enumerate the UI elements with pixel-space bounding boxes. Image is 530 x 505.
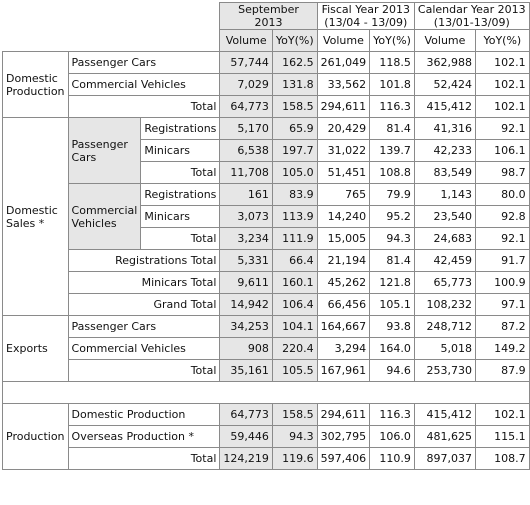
- cell: 35,161: [220, 360, 273, 382]
- cell: 149.2: [476, 338, 530, 360]
- row-label: Minicars: [141, 140, 220, 162]
- cell: 105.1: [370, 294, 415, 316]
- row-label-total: Registrations Total: [68, 250, 220, 272]
- table-row: [3, 294, 530, 316]
- cell: 108,232: [414, 294, 475, 316]
- subgroup-label-passenger: Passenger Cars: [68, 118, 141, 184]
- cell: 66.4: [272, 250, 317, 272]
- cell: 101.8: [370, 74, 415, 96]
- cell: 51,451: [317, 162, 370, 184]
- cell: 116.3: [370, 96, 415, 118]
- cell: 294,611: [317, 96, 370, 118]
- table-row: [3, 118, 530, 140]
- cell: 162.5: [272, 52, 317, 74]
- cell: 79.9: [370, 184, 415, 206]
- header-blank: [3, 3, 220, 52]
- spacer-row: [3, 382, 530, 404]
- spacer-cell: [3, 382, 530, 404]
- cell: 41,316: [414, 118, 475, 140]
- cell: 253,730: [414, 360, 475, 382]
- cell: 57,744: [220, 52, 273, 74]
- row-label: Commercial Vehicles: [68, 338, 220, 360]
- cell: 24,683: [414, 228, 475, 250]
- section-label-domestic-production: Domestic Production: [3, 52, 69, 118]
- row-label: Registrations: [141, 118, 220, 140]
- cell: 131.8: [272, 74, 317, 96]
- cell: 158.5: [272, 404, 317, 426]
- table-row: [3, 448, 530, 470]
- cell: 197.7: [272, 140, 317, 162]
- cell: 248,712: [414, 316, 475, 338]
- cell: 83,549: [414, 162, 475, 184]
- cell: 105.0: [272, 162, 317, 184]
- cell: 95.2: [370, 206, 415, 228]
- cell: 106.1: [476, 140, 530, 162]
- cell: 113.9: [272, 206, 317, 228]
- cell: 42,233: [414, 140, 475, 162]
- cell: 5,018: [414, 338, 475, 360]
- cell: 100.9: [476, 272, 530, 294]
- header-fiscal-year: Fiscal Year 2013 (13/04 - 13/09): [317, 3, 414, 30]
- cell: 897,037: [414, 448, 475, 470]
- cell: 908: [220, 338, 273, 360]
- cell: 52,424: [414, 74, 475, 96]
- row-label: Registrations: [141, 184, 220, 206]
- table-row: [3, 360, 530, 382]
- cell: 3,294: [317, 338, 370, 360]
- cell: 102.1: [476, 52, 530, 74]
- table-row: [3, 404, 530, 426]
- cell: 94.6: [370, 360, 415, 382]
- cell: 102.1: [476, 74, 530, 96]
- cell: 3,073: [220, 206, 273, 228]
- header-yoy: YoY(%): [476, 30, 530, 52]
- cell: 81.4: [370, 250, 415, 272]
- cell: 102.1: [476, 96, 530, 118]
- cell: 415,412: [414, 96, 475, 118]
- cell: 160.1: [272, 272, 317, 294]
- row-label: Overseas Production *: [68, 426, 220, 448]
- cell: 124,219: [220, 448, 273, 470]
- cell: 164,667: [317, 316, 370, 338]
- header-volume: Volume: [317, 30, 370, 52]
- header-volume: Volume: [220, 30, 273, 52]
- cell: 97.1: [476, 294, 530, 316]
- cell: 42,459: [414, 250, 475, 272]
- cell: 5,170: [220, 118, 273, 140]
- cell: 94.3: [370, 228, 415, 250]
- header-calendar-year: Calendar Year 2013 (13/01-13/09): [414, 3, 529, 30]
- row-label: Passenger Cars: [68, 316, 220, 338]
- cell: 108.8: [370, 162, 415, 184]
- cell: 92.1: [476, 228, 530, 250]
- cell: 6,538: [220, 140, 273, 162]
- table-row: [3, 74, 530, 96]
- cell: 1,143: [414, 184, 475, 206]
- cell: 65,773: [414, 272, 475, 294]
- cell: 302,795: [317, 426, 370, 448]
- table-row: [3, 338, 530, 360]
- cell: 3,234: [220, 228, 273, 250]
- row-label-total: Minicars Total: [68, 272, 220, 294]
- row-label: Domestic Production: [68, 404, 220, 426]
- cell: 294,611: [317, 404, 370, 426]
- table-row: [3, 250, 530, 272]
- cell: 98.7: [476, 162, 530, 184]
- cell: 9,611: [220, 272, 273, 294]
- table-row: [3, 272, 530, 294]
- section-label-production: Production: [3, 404, 69, 470]
- cell: 167,961: [317, 360, 370, 382]
- cell: 91.7: [476, 250, 530, 272]
- cell: 64,773: [220, 96, 273, 118]
- cell: 164.0: [370, 338, 415, 360]
- cell: 111.9: [272, 228, 317, 250]
- cell: 415,412: [414, 404, 475, 426]
- row-label-total: Total: [141, 162, 220, 184]
- cell: 34,253: [220, 316, 273, 338]
- cell: 94.3: [272, 426, 317, 448]
- cell: 105.5: [272, 360, 317, 382]
- table-row: [3, 426, 530, 448]
- cell: 20,429: [317, 118, 370, 140]
- section-label-domestic-sales: Domestic Sales *: [3, 118, 69, 316]
- cell: 118.5: [370, 52, 415, 74]
- header-september: September 2013: [220, 3, 317, 30]
- table-row: [3, 96, 530, 118]
- cell: 108.7: [476, 448, 530, 470]
- header-yoy: YoY(%): [370, 30, 415, 52]
- cell: 765: [317, 184, 370, 206]
- cell: 106.0: [370, 426, 415, 448]
- cell: 45,262: [317, 272, 370, 294]
- cell: 119.6: [272, 448, 317, 470]
- cell: 14,942: [220, 294, 273, 316]
- cell: 87.2: [476, 316, 530, 338]
- cell: 92.1: [476, 118, 530, 140]
- cell: 597,406: [317, 448, 370, 470]
- header-row-1: [3, 3, 530, 30]
- cell: 80.0: [476, 184, 530, 206]
- cell: 161: [220, 184, 273, 206]
- row-label: Passenger Cars: [68, 52, 220, 74]
- row-label-total: Total: [141, 228, 220, 250]
- production-sales-table: [2, 2, 530, 470]
- cell: 31,022: [317, 140, 370, 162]
- row-label-total: Total: [68, 448, 220, 470]
- cell: 261,049: [317, 52, 370, 74]
- cell: 104.1: [272, 316, 317, 338]
- cell: 93.8: [370, 316, 415, 338]
- cell: 115.1: [476, 426, 530, 448]
- table-row: [3, 316, 530, 338]
- cell: 481,625: [414, 426, 475, 448]
- subgroup-label-commercial: Commercial Vehicles: [68, 184, 141, 250]
- row-label-total: Total: [68, 96, 220, 118]
- cell: 64,773: [220, 404, 273, 426]
- table-row: [3, 184, 530, 206]
- row-label: Minicars: [141, 206, 220, 228]
- cell: 83.9: [272, 184, 317, 206]
- cell: 102.1: [476, 404, 530, 426]
- section-label-exports: Exports: [3, 316, 69, 382]
- cell: 139.7: [370, 140, 415, 162]
- cell: 11,708: [220, 162, 273, 184]
- cell: 87.9: [476, 360, 530, 382]
- cell: 92.8: [476, 206, 530, 228]
- row-label: Commercial Vehicles: [68, 74, 220, 96]
- cell: 158.5: [272, 96, 317, 118]
- cell: 110.9: [370, 448, 415, 470]
- cell: 7,029: [220, 74, 273, 96]
- cell: 362,988: [414, 52, 475, 74]
- cell: 121.8: [370, 272, 415, 294]
- row-label-total: Total: [68, 360, 220, 382]
- cell: 21,194: [317, 250, 370, 272]
- cell: 65.9: [272, 118, 317, 140]
- cell: 116.3: [370, 404, 415, 426]
- cell: 59,446: [220, 426, 273, 448]
- cell: 23,540: [414, 206, 475, 228]
- row-label-grand-total: Grand Total: [68, 294, 220, 316]
- cell: 220.4: [272, 338, 317, 360]
- header-yoy: YoY(%): [272, 30, 317, 52]
- cell: 5,331: [220, 250, 273, 272]
- cell: 14,240: [317, 206, 370, 228]
- cell: 81.4: [370, 118, 415, 140]
- cell: 106.4: [272, 294, 317, 316]
- cell: 33,562: [317, 74, 370, 96]
- cell: 66,456: [317, 294, 370, 316]
- cell: 15,005: [317, 228, 370, 250]
- table-row: [3, 52, 530, 74]
- header-volume: Volume: [414, 30, 475, 52]
